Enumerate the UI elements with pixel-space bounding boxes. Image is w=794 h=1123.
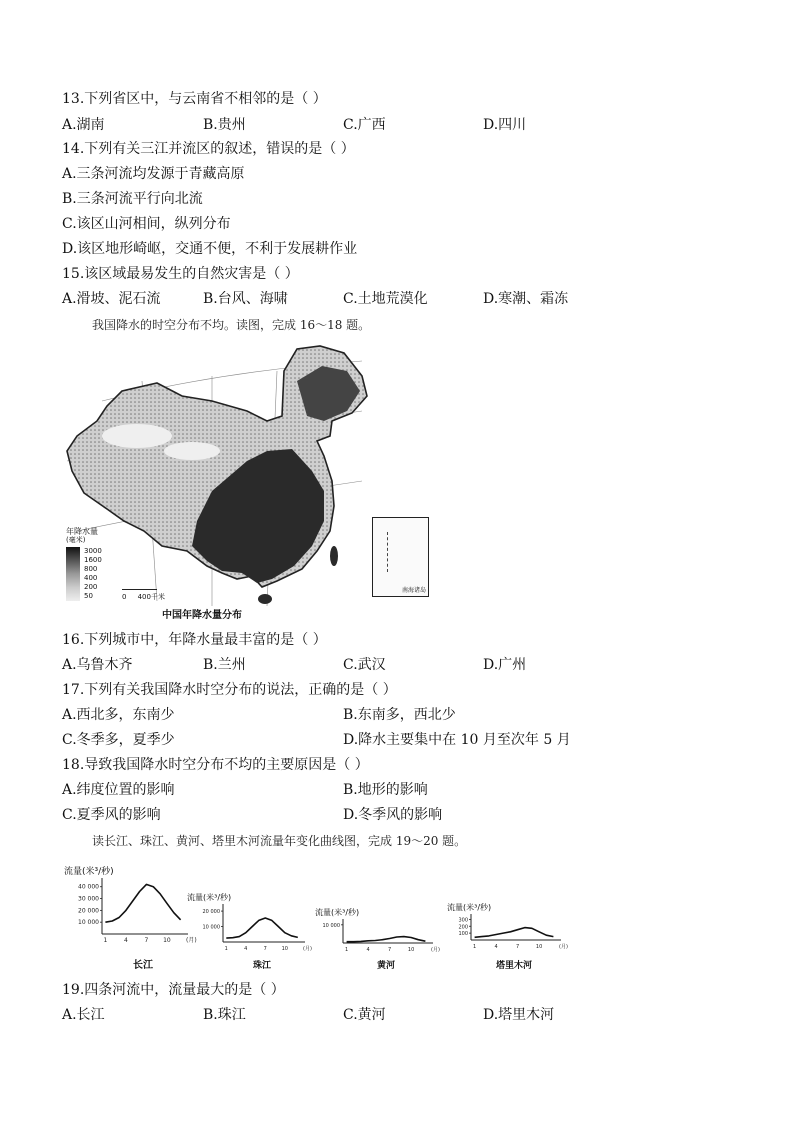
chart-title: 黄河 — [376, 961, 396, 971]
q16-option-c[interactable]: C.武汉 — [343, 657, 386, 673]
x-tick-label: 10 — [407, 947, 415, 953]
question-13-stem: 13.下列省区中，与云南省不相邻的是（ ） — [62, 91, 327, 107]
chart-tarim — [445, 898, 570, 970]
y-tick-label: 20 000 — [202, 909, 220, 916]
series-line — [347, 937, 426, 942]
q19-option-b[interactable]: B.珠江 — [203, 1007, 246, 1023]
q16-option-b[interactable]: B.兰州 — [203, 657, 246, 673]
series-line — [475, 928, 554, 938]
desert-patch — [164, 442, 220, 460]
series-line — [105, 884, 180, 922]
x-tick-label: 4 — [366, 947, 370, 953]
y-tick-label: 10 000 — [78, 919, 99, 927]
q14-option-b[interactable]: B.三条河流平行向北流 — [62, 191, 203, 207]
x-tick-label: 1 — [472, 944, 477, 950]
q18-option-c[interactable]: C.夏季风的影响 — [62, 807, 161, 823]
x-tick-label: 7 — [515, 944, 520, 950]
x-axis-label: (月) — [559, 944, 568, 950]
x-tick-label: 4 — [244, 946, 248, 952]
intro-16-18: 我国降水的时空分布不均。读图，完成 16～18 题。 — [92, 318, 371, 332]
inset-boundary — [387, 532, 391, 572]
q19-option-d[interactable]: D.塔里木河 — [483, 1007, 555, 1023]
x-axis-label: (月) — [431, 947, 440, 953]
x-tick-label: 10 — [281, 946, 288, 952]
q15-option-b[interactable]: B.台风、海啸 — [203, 291, 288, 307]
legend-value: 800 — [84, 565, 98, 573]
question-18-stem: 18.导致我国降水时空分布不均的主要原因是（ ） — [62, 757, 369, 773]
map-scale: 0 400千米 — [122, 593, 165, 601]
scale-bar — [122, 589, 157, 590]
y-axis-label: 流量(米³/秒) — [315, 908, 360, 917]
chart-huanghe — [313, 903, 438, 970]
taiwan-island — [330, 546, 338, 566]
chart-title: 塔里木河 — [495, 961, 533, 971]
legend-color-bar — [66, 547, 80, 601]
south-sea-inset — [372, 517, 429, 597]
question-17-stem: 17.下列有关我国降水时空分布的说法，正确的是（ ） — [62, 682, 397, 698]
x-tick-label: 4 — [494, 944, 498, 950]
q16-option-a[interactable]: A.乌鲁木齐 — [62, 657, 133, 673]
y-tick-label: 100 — [458, 931, 468, 938]
question-19-stem: 19.四条河流中，流量最大的是（ ） — [62, 982, 285, 998]
map-legend — [66, 527, 126, 601]
q19-option-a[interactable]: A.长江 — [62, 1007, 105, 1023]
q17-option-b[interactable]: B.东南多，西北少 — [343, 707, 456, 723]
y-axis-label: 流量(米³/秒) — [187, 893, 232, 902]
q17-option-c[interactable]: C.冬季多，夏季少 — [62, 732, 175, 748]
x-tick-label: 4 — [124, 937, 128, 944]
y-tick-label: 20 000 — [78, 907, 99, 915]
chart-title: 长江 — [133, 960, 153, 971]
x-tick-label: 1 — [224, 946, 228, 952]
desert-patch — [102, 424, 172, 448]
q15-option-c[interactable]: C.土地荒漠化 — [343, 291, 428, 307]
q17-option-d[interactable]: D.降水主要集中在 10 月至次年 5 月 — [343, 732, 571, 748]
q13-option-b[interactable]: B.贵州 — [203, 117, 246, 133]
legend-unit: (毫米) — [66, 536, 86, 544]
x-tick-label: 10 — [535, 944, 543, 950]
q15-option-a[interactable]: A.滑坡、泥石流 — [62, 291, 161, 307]
x-tick-label: 7 — [387, 947, 392, 953]
legend-value: 400 — [84, 574, 98, 582]
x-tick-label: 1 — [344, 947, 349, 953]
y-tick-label: 40 000 — [78, 883, 99, 891]
y-axis-label: 流量(米³/秒) — [64, 867, 114, 877]
x-tick-label: 10 — [163, 937, 171, 944]
q16-option-d[interactable]: D.广州 — [483, 657, 527, 673]
y-tick-label: 300 — [458, 917, 468, 924]
y-tick-label: 30 000 — [78, 895, 99, 903]
q14-option-d[interactable]: D.该区地形崎岖，交通不便，不利于发展耕作业 — [62, 241, 358, 257]
q13-option-d[interactable]: D.四川 — [483, 117, 527, 133]
x-axis-label: (月) — [303, 946, 312, 952]
legend-value: 200 — [84, 583, 98, 591]
chart-changjiang — [62, 860, 197, 971]
q15-option-d[interactable]: D.寒潮、霜冻 — [483, 291, 569, 307]
question-14-stem: 14.下列有关三江并流区的叙述，错误的是（ ） — [62, 141, 355, 157]
legend-value: 1600 — [84, 556, 102, 564]
q19-option-c[interactable]: C.黄河 — [343, 1007, 386, 1023]
legend-title: 年降水量 — [66, 527, 98, 536]
x-tick-label: 1 — [103, 937, 108, 944]
x-tick-label: 7 — [144, 937, 149, 944]
legend-value: 50 — [84, 592, 93, 600]
q13-option-a[interactable]: A.湖南 — [62, 117, 105, 133]
question-16-stem: 16.下列城市中，年降水量最丰富的是（ ） — [62, 632, 327, 648]
q14-option-c[interactable]: C.该区山河相间，纵列分布 — [62, 216, 231, 232]
intro-19-20: 读长江、珠江、黄河、塔里木河流量年变化曲线图，完成 19～20 题。 — [92, 834, 467, 848]
chart-zhujiang — [185, 888, 313, 970]
q13-option-c[interactable]: C.广西 — [343, 117, 386, 133]
x-axis-label: (月) — [186, 937, 197, 944]
y-tick-label: 10 000 — [202, 924, 220, 931]
q17-option-a[interactable]: A.西北多，东南少 — [62, 707, 175, 723]
legend-value: 3000 — [84, 547, 102, 555]
question-15-stem: 15.该区域最易发生的自然灾害是（ ） — [62, 266, 299, 282]
inset-label: 南海诸岛 — [401, 587, 426, 594]
q18-option-b[interactable]: B.地形的影响 — [343, 782, 428, 798]
y-tick-label: 10 000 — [322, 922, 340, 929]
q18-option-a[interactable]: A.纬度位置的影响 — [62, 782, 175, 798]
q18-option-d[interactable]: D.冬季风的影响 — [343, 807, 443, 823]
chart-title: 珠江 — [252, 961, 272, 971]
hainan-island — [258, 594, 272, 604]
q14-option-a[interactable]: A.三条河流均发源于青藏高原 — [62, 166, 245, 182]
map-title: 中国年降水量分布 — [162, 610, 242, 621]
x-tick-label: 7 — [263, 946, 267, 952]
y-axis-label: 流量(米³/秒) — [447, 903, 492, 912]
series-line — [226, 918, 297, 938]
y-tick-label: 200 — [458, 924, 468, 931]
china-precipitation-map — [62, 341, 426, 621]
